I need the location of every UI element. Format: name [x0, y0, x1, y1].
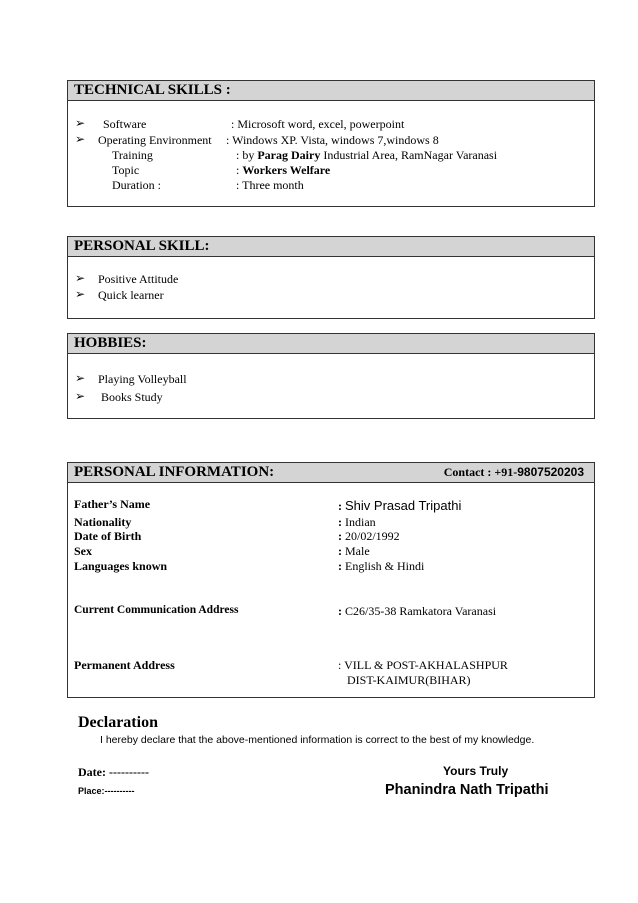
topic-label: Topic: [112, 163, 140, 177]
skill-item: Quick learner: [98, 288, 164, 302]
comm-address-label: Current Communication Address: [74, 604, 239, 616]
os-label: Operating Environment: [98, 133, 212, 147]
arrow-bullet-icon: ➢: [75, 371, 86, 385]
hobbies-header: HOBBIES:: [68, 334, 594, 354]
contact-number: Contact : +91-9807520203: [443, 465, 584, 479]
software-label: Software: [103, 117, 147, 131]
arrow-bullet-icon: ➢: [75, 271, 86, 285]
place-label: Place:----------: [78, 786, 135, 796]
signatory-name: Phanindra Nath Tripathi: [385, 782, 549, 798]
comm-address-value: : C26/35-38 Ramkatora Varanasi: [338, 604, 497, 618]
software-value: : Microsoft word, excel, powerpoint: [231, 117, 405, 131]
technical-skills-header: TECHNICAL SKILLS :: [68, 81, 594, 101]
perm-address-line1: : VILL & POST-AKHALASHPUR: [338, 658, 508, 672]
perm-address-label: Permanent Address: [74, 658, 175, 672]
hobby-item: Playing Volleyball: [98, 372, 187, 386]
arrow-bullet-icon: ➢: [75, 116, 86, 130]
yours-truly: Yours Truly: [443, 764, 509, 778]
nationality-value: : Indian: [338, 515, 376, 529]
hobby-item: Books Study: [101, 390, 163, 404]
sex-label: Sex: [74, 544, 92, 558]
arrow-bullet-icon: ➢: [75, 389, 86, 403]
personal-skill-header: PERSONAL SKILL:: [68, 237, 594, 257]
father-name-value: : Shiv Prasad Tripathi: [338, 498, 462, 513]
declaration-text: I hereby declare that the above-mentioned information is correct to the best of my knowledge.: [100, 734, 535, 746]
personal-information-header: [68, 463, 594, 483]
arrow-bullet-icon: ➢: [75, 287, 86, 301]
sex-value: : Male: [338, 544, 370, 558]
date-label: Date: ----------: [78, 765, 149, 779]
languages-value: : English & Hindi: [338, 559, 425, 573]
personal-information-title: PERSONAL INFORMATION:: [74, 464, 275, 480]
topic-value: : Workers Welfare: [236, 163, 331, 177]
skill-item: Positive Attitude: [98, 272, 179, 286]
nationality-label: Nationality: [74, 515, 132, 529]
declaration-title: Declaration: [78, 714, 158, 731]
training-value: : by Parag Dairy Industrial Area, RamNagar Varanasi: [236, 148, 498, 162]
father-name-label: Father’s Name: [74, 497, 151, 511]
os-value: : Windows XP. Vista, windows 7,windows 8: [226, 133, 439, 147]
dob-label: Date of Birth: [74, 529, 142, 543]
training-label: Training: [112, 148, 153, 162]
languages-label: Languages known: [74, 559, 168, 573]
perm-address-line2: DIST-KAIMUR(BIHAR): [347, 673, 471, 687]
duration-value: : Three month: [236, 178, 304, 192]
dob-value: : 20/02/1992: [338, 529, 400, 543]
duration-label: Duration :: [112, 178, 161, 192]
arrow-bullet-icon: ➢: [75, 132, 86, 146]
